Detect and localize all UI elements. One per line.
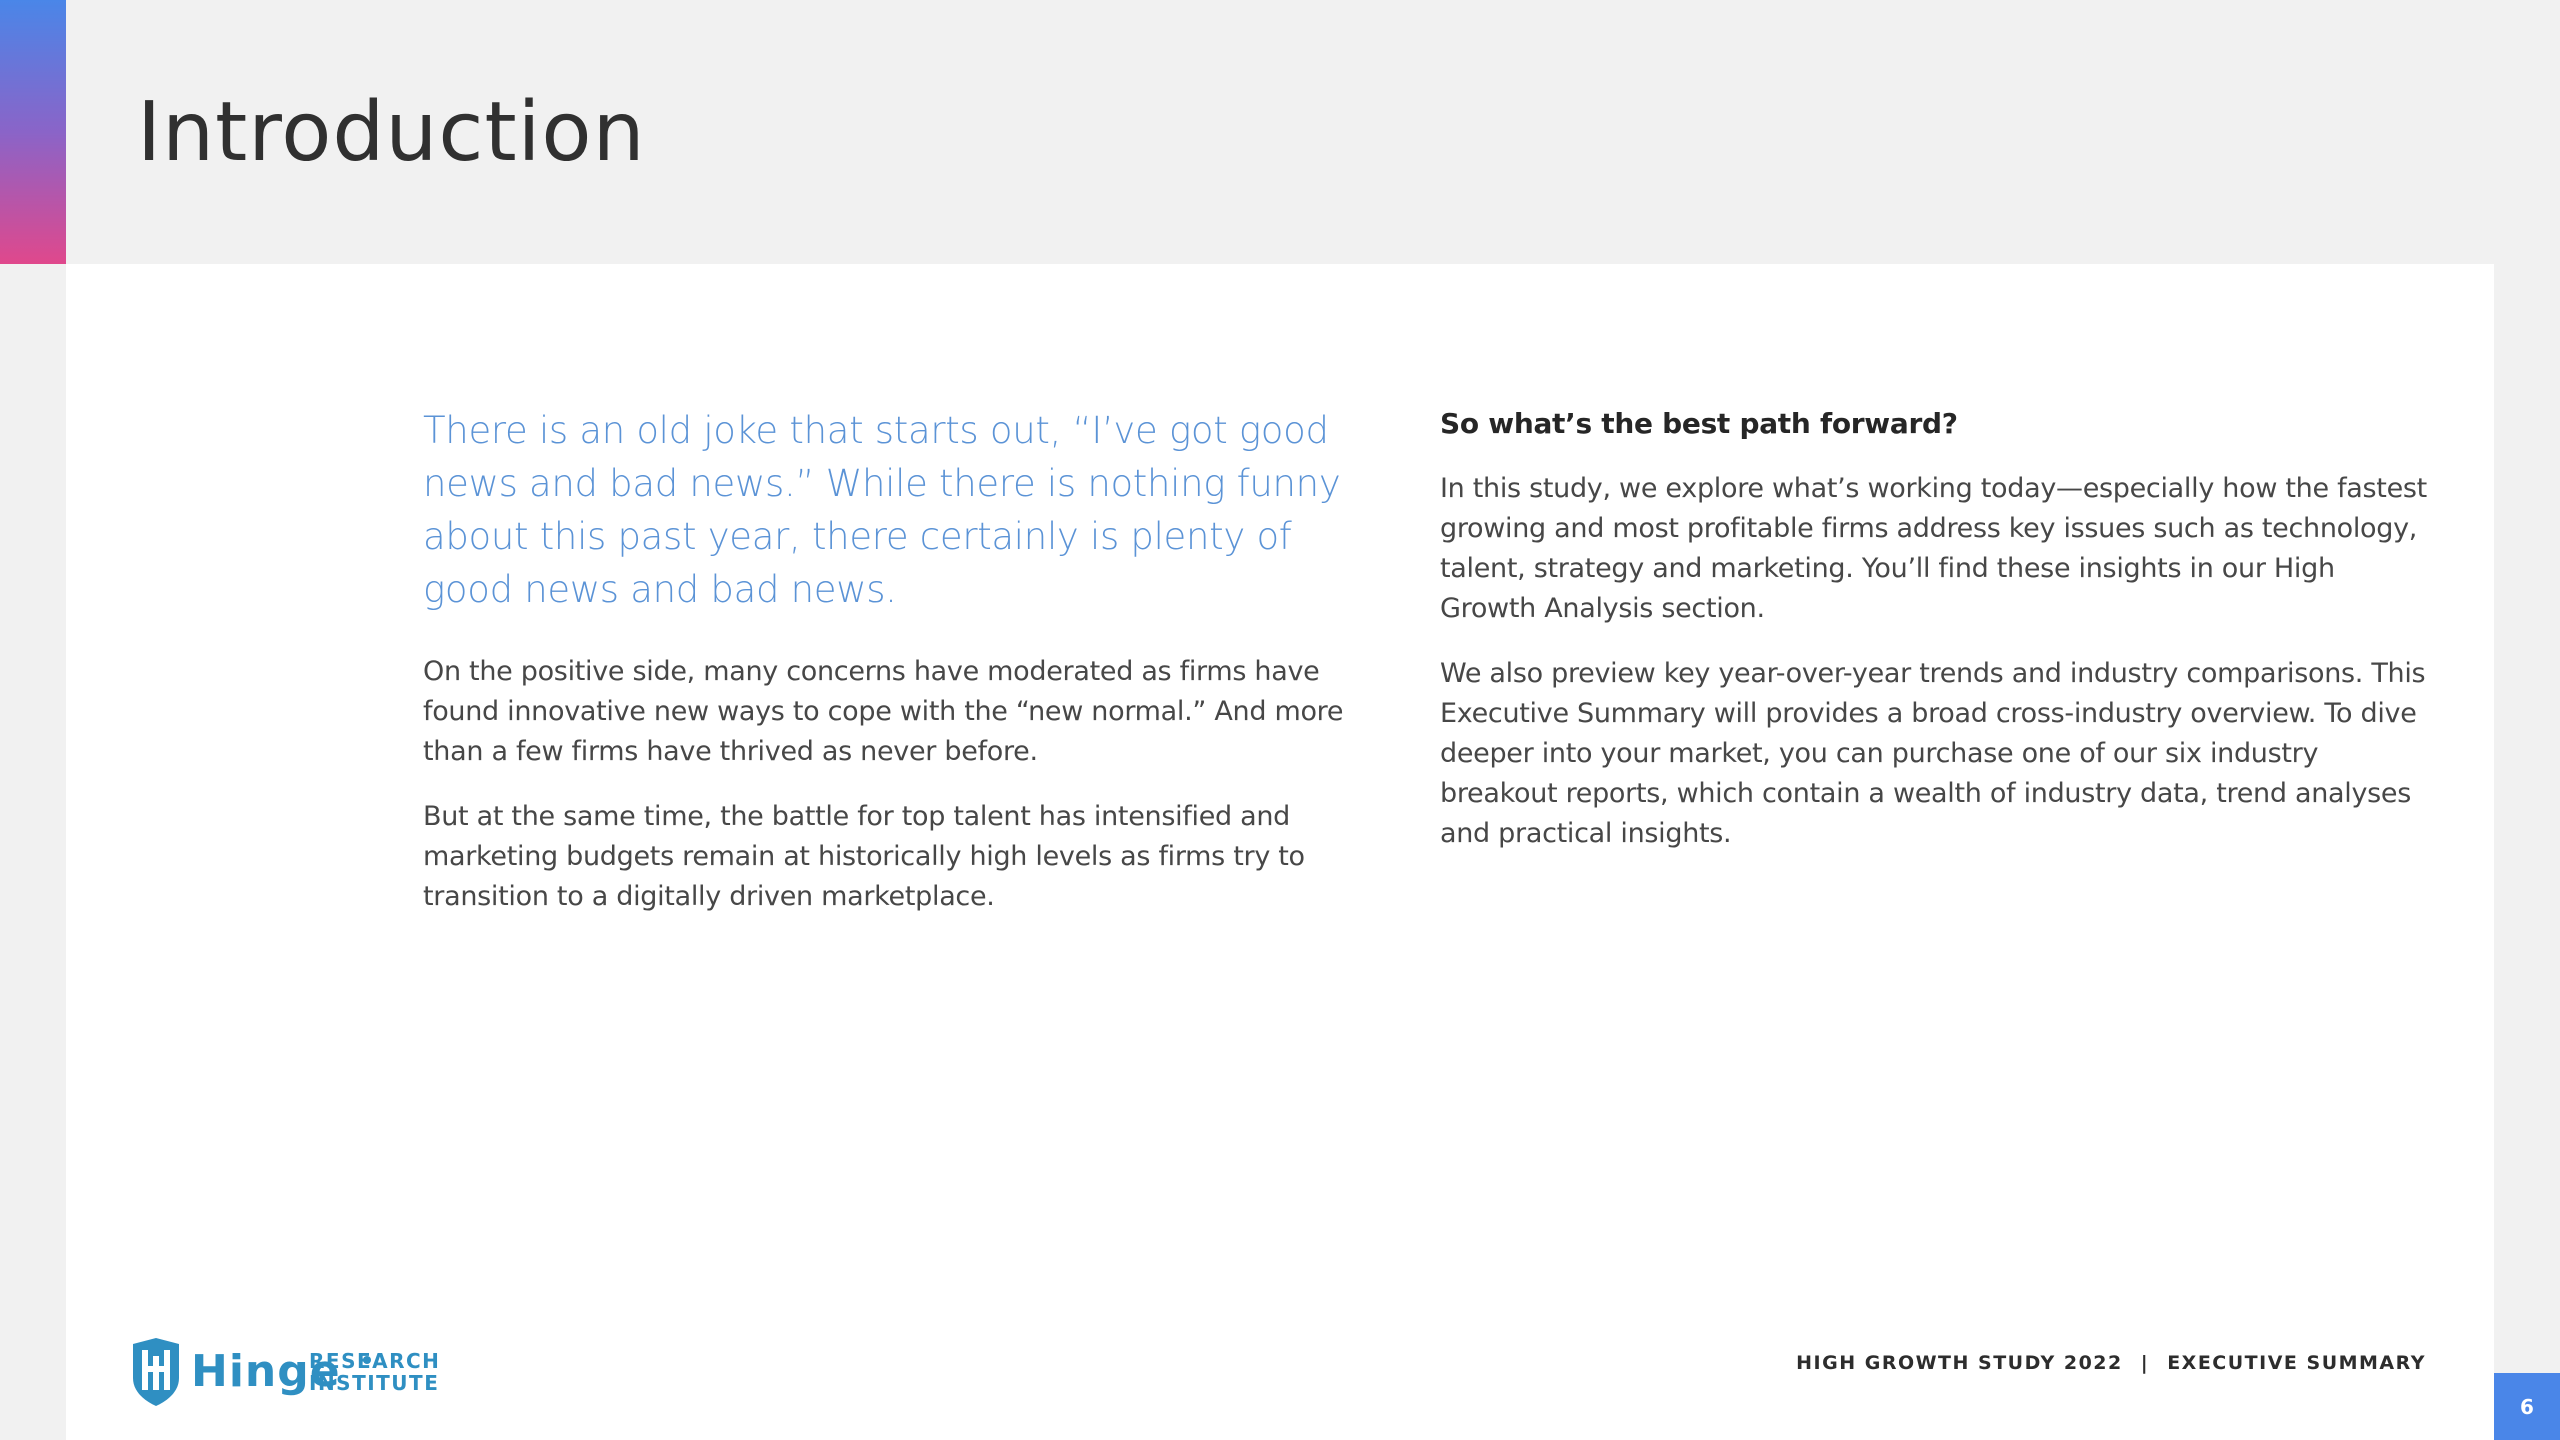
left-paragraph-1: On the positive side, many concerns have moderated as firms have found innovative new ways to cope with the “new normal.” And more than a few firms have thrived as never before. — [423, 656, 1344, 767]
page-number-badge — [2494, 1373, 2560, 1440]
page-title: Introduction — [137, 85, 646, 180]
gradient-accent-bar — [0, 0, 66, 264]
right-paragraph-2: We also preview key year-over-year trends and industry comparisons. This Executive Summary will provides a broad cross-industry overview. To dive deeper into your market, you can purchase one of our six industry breakout reports, which contain a wealth of industry data, trend analyses and practical insights. — [1440, 658, 2426, 849]
study-label: HIGH GROWTH STUDY 2022 — [1796, 1352, 2123, 1374]
logo-wordmark: Hinge — [191, 1346, 341, 1397]
pull-quote: There is an old joke that starts out, “I’ve got good news and bad news.” While there is nothing funny about this past year, there certainly is plenty of good news and bad news. — [423, 409, 1341, 611]
page-number: 6 — [2520, 1394, 2534, 1419]
footer-separator: | — [2140, 1352, 2150, 1374]
logo-subtitle-line-2: INSTITUTE — [309, 1371, 440, 1395]
section-label: EXECUTIVE SUMMARY — [2167, 1352, 2426, 1374]
right-paragraph-1: In this study, we explore what’s working today—especially how the fastest growing and most profitable firms address key issues such as technology, talent, strategy and marketing. You’ll find these insights in our High Growth Analysis section. — [1440, 473, 2427, 624]
section-heading: So what’s the best path forward? — [1440, 407, 1958, 440]
content-card — [66, 264, 2494, 1440]
left-paragraph-2: But at the same time, the battle for top talent has intensified and marketing budgets remain at historically high levels as firms try to transition to a digitally driven marketplace. — [423, 801, 1305, 912]
left-column — [423, 404, 1353, 942]
logo-subtitle-line-1: RESEARCH — [309, 1349, 441, 1373]
logo-subtitle — [309, 1350, 440, 1394]
shield-logo-icon — [131, 1338, 181, 1406]
footer-label — [1796, 1352, 2426, 1374]
right-column — [1440, 404, 2430, 879]
hinge-research-institute-logo — [131, 1338, 441, 1408]
